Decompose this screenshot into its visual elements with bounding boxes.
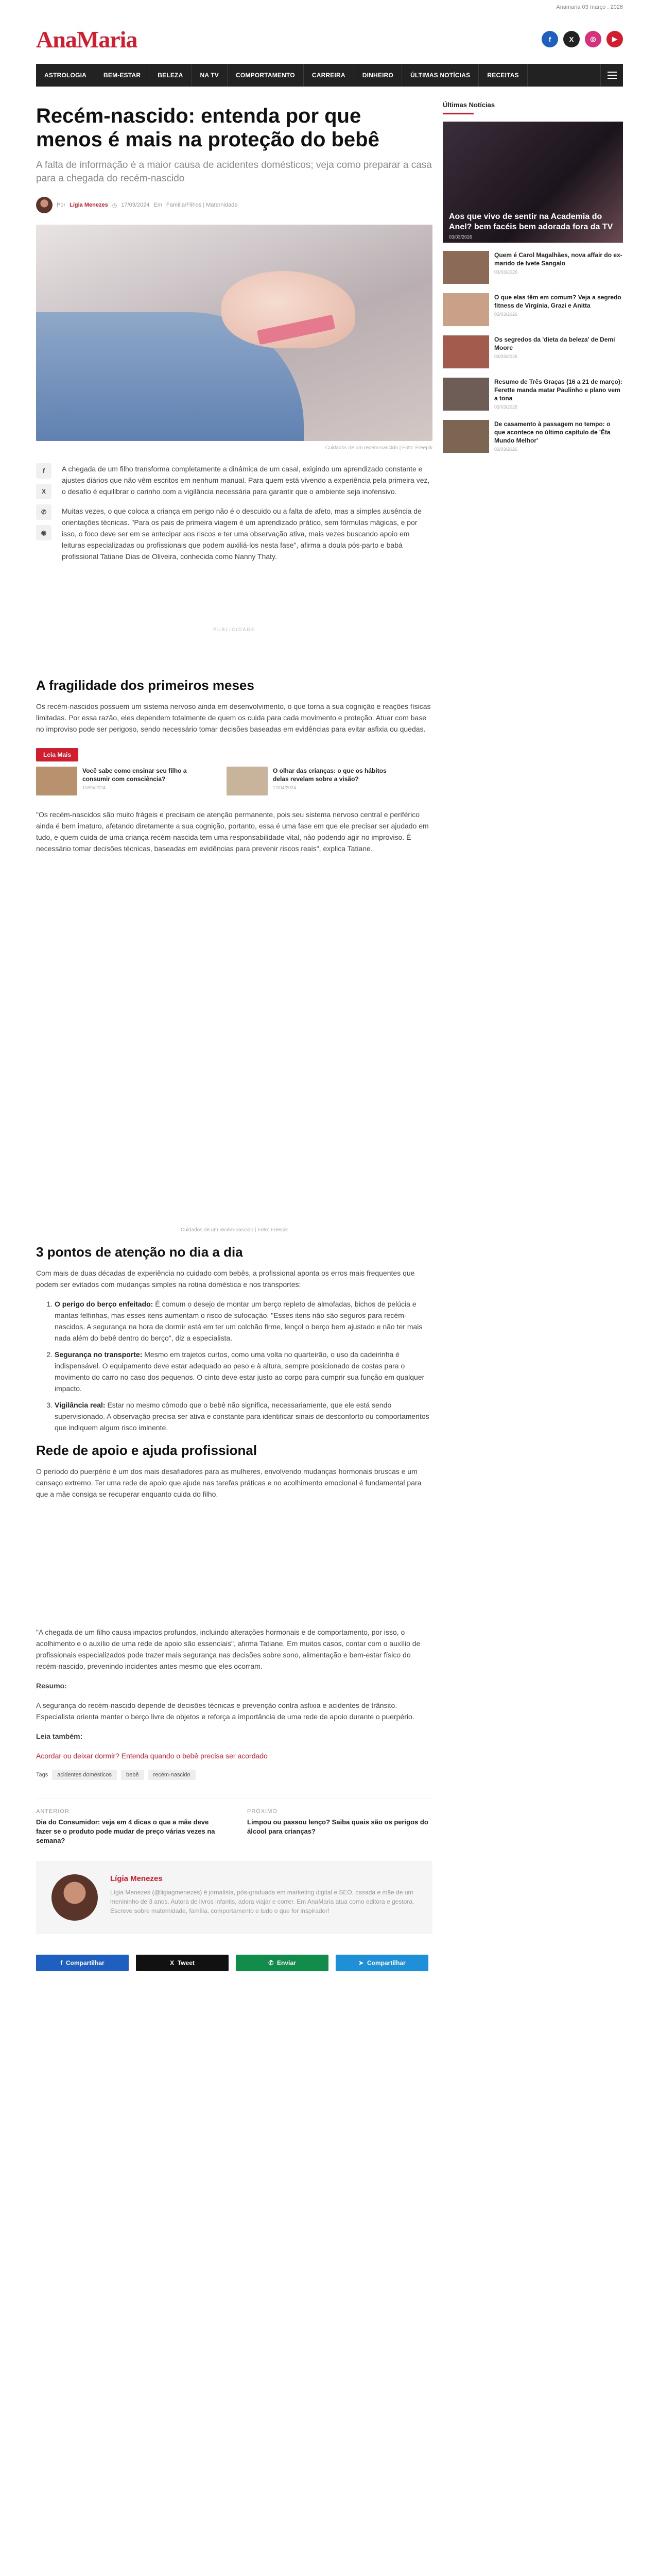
read-more-badge: Leia Mais bbox=[36, 748, 78, 761]
x-icon: X bbox=[170, 1959, 178, 1967]
nav-ultimas-noticias[interactable]: ÚLTIMAS NOTÍCIAS bbox=[402, 64, 479, 87]
top-date: Anamaria 03 março , 2026 bbox=[556, 4, 623, 10]
related-thumbnail bbox=[227, 767, 268, 795]
sidebar-story[interactable]: Quem é Carol Magalhães, nova affair do ex-marido de Ivete Sangalo 03/03/2026 bbox=[443, 251, 623, 284]
author-box-bio: Lígia Menezes (@ligiagmenezes) é jornalista, pós-graduada em marketing digital e SEO, casada e mãe de um menininho de 3 anos. Autora de livros infantis, adora viajar e correr. Em AnaMaria atua como editora e gestora. Escreve sobre maternidade, família, comportamento e tudo o que for inspirador! bbox=[110, 1889, 414, 1914]
story-thumbnail bbox=[443, 293, 489, 326]
share-facebook-button[interactable]: f Compartilhar bbox=[36, 1955, 129, 1971]
summary-label: Resumo: bbox=[36, 1682, 67, 1690]
nav-carreira[interactable]: CARREIRA bbox=[304, 64, 354, 87]
whatsapp-icon: ✆ bbox=[268, 1959, 278, 1967]
nav-astrologia[interactable]: ASTROLOGIA bbox=[36, 64, 95, 87]
author-box-name[interactable]: Lígia Menezes bbox=[110, 1874, 163, 1883]
related-article[interactable]: Você sabe como ensinar seu filho a consumir com consciência? 10/05/2024 bbox=[36, 767, 211, 795]
nav-receitas[interactable]: RECEITAS bbox=[479, 64, 527, 87]
tags-row bbox=[36, 1770, 432, 1780]
hamburger-menu-icon[interactable] bbox=[600, 64, 623, 87]
story-thumbnail bbox=[443, 335, 489, 368]
nav-na-tv[interactable]: NA TV bbox=[192, 64, 228, 87]
paragraph: A chegada de um filho transforma completamente a dinâmica de um casal, exigindo um aprendizado constante e ajustes diários que não vêm escritos em nenhum manual. Para quem está vivendo a experiência pela primeira vez, o desafio é equilibrar o carinho com a vigilância necessária para garantir que o ambiente seja inofensivo. bbox=[62, 465, 430, 496]
sidebar-title: Últimas Notícias bbox=[443, 101, 495, 109]
list-item: 2. Segurança no transporte: Mesmo em trajetos curtos, como uma volta no quarteirão, o uso da cadeirinha é indispensável. O equipamento deve estar adequado ao peso e à altura, sempre posicionado de costas para o movimento do carro no caso dos pequenos. O cinto deve estar justo ao corpo para cumprir sua função em qualquer impacto. bbox=[55, 1349, 432, 1394]
topbar bbox=[0, 0, 659, 14]
category-prefix: Em bbox=[153, 202, 162, 208]
ad-slot bbox=[36, 862, 432, 1223]
share-x-button[interactable]: X Tweet bbox=[136, 1955, 229, 1971]
nav-comportamento[interactable]: COMPORTAMENTO bbox=[228, 64, 304, 87]
whatsapp-icon[interactable]: ✆ bbox=[36, 504, 51, 520]
main-nav bbox=[36, 64, 623, 87]
nav-beleza[interactable]: BELEZA bbox=[149, 64, 192, 87]
sidebar-story[interactable]: O que elas têm em comum? Veja a segredo fitness de Virgínia, Grazi e Anitta 03/03/2026 bbox=[443, 293, 623, 326]
hero-image bbox=[36, 225, 432, 441]
ad-slot bbox=[36, 1508, 432, 1626]
site-logo[interactable]: AnaMaria bbox=[36, 26, 137, 53]
sidebar-story[interactable]: Resumo de Três Graças (16 a 21 de março): Ferette manda matar Paulinho e plano vem a tona 03/03/2026 bbox=[443, 378, 623, 411]
facebook-icon: f bbox=[60, 1959, 66, 1967]
list-item: 3. Vigilância real: Estar no mesmo cômodo que o bebê não significa, necessariamente, que ele está sendo supervisionado. A observação precisa ser ativa e constante para identificar sinais de desconforto ou comportamentos que indiquem algum risco iminente. bbox=[55, 1399, 432, 1433]
author-link[interactable]: Lígia Menezes bbox=[70, 202, 108, 208]
previous-article-link[interactable]: ANTERIOR Dia do Consumidor: veja em 4 dicas o que a mãe deve fazer se o produto pode mudar de preço várias vezes na semana? bbox=[36, 1808, 215, 1844]
list-item: 1. O perigo do berço enfeitado: É comum o desejo de montar um berço repleto de almofadas, bichos de pelúcia e mantas felfinhas, mas esses itens aumentam o risco de sufocação. "Esses itens não são seguros para recém-nascidos. A segurança na hora de dormir está em ter um colchão firme, lençol o berço bem ajustado e não ter mais nada além do bebê dentro do berço", diz a especialista. bbox=[55, 1298, 432, 1344]
hero-caption: Cuidados de um recém-nascido | Foto: Freepik bbox=[325, 445, 432, 451]
author-avatar[interactable] bbox=[36, 197, 53, 213]
tag-chip[interactable]: bebê bbox=[121, 1770, 144, 1780]
related-article[interactable]: O olhar das crianças: o que os hábitos delas revelam sobre a visão? 12/04/2024 bbox=[227, 767, 402, 795]
facebook-icon[interactable]: f bbox=[542, 31, 558, 47]
ad-slot bbox=[36, 632, 432, 668]
side-share bbox=[36, 463, 62, 570]
related-articles bbox=[36, 767, 432, 795]
paragraph: Muitas vezes, o que coloca a criança em perigo não é o descuido ou a falta de afeto, mas a simples ausência de orientações técnicas. "Para os pais de primeira viagem é um aprendizado prático, sem fórmulas mágicas, e por isso, o foco deve ser em se antecipar aos riscos e ter uma observação ativa, mais vezes buscando apoio em leituras especializadas ou profissionais que podem auxiliá-los nesta fase", afirma a doula pós-parto e babá profissional Tatiane Dias de Oliveira, conhecida como Nanny Thaty. bbox=[62, 507, 422, 561]
share-whatsapp-button[interactable]: ✆ Enviar bbox=[236, 1955, 328, 1971]
next-article-link[interactable]: PRÓXIMO Limpou ou passou lenço? Saiba quais são os perigos do álcool para crianças? bbox=[247, 1808, 428, 1835]
nav-dinheiro[interactable]: DINHEIRO bbox=[354, 64, 402, 87]
article-body bbox=[36, 463, 432, 570]
instagram-icon[interactable]: ◎ bbox=[585, 31, 601, 47]
paragraph: "A chegada de um filho causa impactos profundos, incluindo alterações hormonais e de comportamento, por isso, o acolhimento e o auxílio de uma rede de apoio são essenciais", afirma Tatiane. Em muitos casos, contar com o auxílio de profissionais especializados pode trazer mais segurança nas decisões sobre sono, alimentação e bem-estar físico do recém-nascido, prevenindo incidentes antes mesmo que eles ocorram. bbox=[36, 1628, 421, 1670]
paragraph: A segurança do recém-nascido depende de decisões técnicas e prevenção contra asfixia e acidentes de trânsito. Especialista orienta manter o berço livre de objetos e reforça a importância de uma rede de apoio durante o puerpério. bbox=[36, 1701, 414, 1721]
ad-label: PUBLICIDADE bbox=[213, 627, 256, 632]
paragraph: Com mais de duas décadas de experiência no cuidado com bebês, a profissional aponta os erros mais frequentes que podem ser evitados com mudanças simples na rotina doméstica e nos transportes: bbox=[36, 1269, 415, 1289]
sidebar-featured-story[interactable]: Aos que vivo de sentir na Academia do Anel? bem facéis bem adorada fora da TV 03/03/2026 bbox=[443, 122, 623, 243]
article-title: Recém-nascido: entenda por que menos é mais na proteção do bebê bbox=[36, 105, 379, 151]
site-header bbox=[0, 14, 659, 64]
author-box bbox=[36, 1861, 432, 1934]
related-thumbnail bbox=[36, 767, 77, 795]
paragraph: Os recém-nascidos possuem um sistema nervoso ainda em desenvolvimento, o que torna a sua cognição e reações físicas limitadas. Por essa razão, eles dependem totalmente de quem os cuida para cada movimento e proteção. Atuar com base no improviso pode ser perigoso, sendo necessário tomar decisões baseadas em evidências para evitar asfixia ou quedas. bbox=[36, 702, 431, 733]
image-caption: Cuidados de um recém-nascido | Foto: Freepik bbox=[180, 1227, 288, 1233]
article-main bbox=[36, 98, 432, 1971]
facebook-icon[interactable]: f bbox=[36, 463, 51, 479]
author-prefix: Por bbox=[57, 202, 66, 208]
paragraph: "Os recém-nascidos são muito frágeis e precisam de atenção permanente, pois seu sistema nervoso central e periférico ainda é bem imaturo, afetando diretamente a sua cognição, portanto, essa é uma fase em que ele precisar ser ajudado em tudo, e quem cuida de uma criança recém-nascida tem uma responsabilidade vital, não podendo agir no improviso. É necessário tomar decisões técnicas, baseadas em evidências para prevenir riscos reais", explica Tatiane. bbox=[36, 810, 429, 853]
clock-icon: ◷ bbox=[112, 202, 117, 209]
tags-label: Tags bbox=[36, 1772, 48, 1778]
prev-next bbox=[36, 1799, 432, 1845]
sidebar bbox=[443, 98, 623, 462]
story-thumbnail bbox=[443, 378, 489, 411]
paragraph: O período do puerpério é um dos mais desafiadores para as mulheres, envolvendo mudanças hormonais bruscas e um cansaço extremo. Ter uma rede de apoio que ajude nas tarefas práticas e no acolhimento emocional é fundamental para que a mãe consiga se recuperar enquanto cuida do filho. bbox=[36, 1467, 422, 1498]
section-heading: Rede de apoio e ajuda profissional bbox=[36, 1443, 257, 1458]
telegram-icon: ➤ bbox=[358, 1959, 368, 1967]
tag-chip[interactable]: acidentes domésticos bbox=[52, 1770, 117, 1780]
section-heading: 3 pontos de atenção no dia a dia bbox=[36, 1244, 243, 1260]
also-read-label: Leia também: bbox=[36, 1732, 83, 1740]
x-icon[interactable]: X bbox=[36, 484, 51, 499]
sidebar-story[interactable]: Os segredos da 'dieta da beleza' de Demi Moore 03/03/2026 bbox=[443, 335, 623, 368]
share-bar bbox=[36, 1955, 432, 1971]
sidebar-story[interactable]: De casamento à passagem no tempo: o que acontece no último capítulo de 'Êta Mundo Melhor' 03/03/2026 bbox=[443, 420, 623, 453]
social-links bbox=[542, 31, 623, 47]
section-heading: A fragilidade dos primeiros meses bbox=[36, 677, 254, 693]
author-box-avatar bbox=[51, 1874, 98, 1921]
article-date: 17/03/2024 bbox=[121, 202, 150, 208]
article-meta bbox=[36, 197, 432, 213]
x-icon[interactable]: X bbox=[563, 31, 580, 47]
story-thumbnail bbox=[443, 251, 489, 284]
tips-list bbox=[55, 1298, 432, 1433]
story-thumbnail bbox=[443, 420, 489, 453]
article-category[interactable]: Família/Filhos | Maternidade bbox=[166, 202, 238, 208]
article-subtitle: A falta de informação é a maior causa de acidentes domésticos; veja como preparar a casa para a chegada do recém-nascido bbox=[36, 160, 432, 184]
tag-chip[interactable]: recém-nascido bbox=[148, 1770, 196, 1780]
youtube-icon[interactable]: ▶ bbox=[606, 31, 623, 47]
share-telegram-button[interactable]: ➤ Compartilhar bbox=[336, 1955, 428, 1971]
also-read-link[interactable]: Acordar ou deixar dormir? Entenda quando o bebê precisa ser acordado bbox=[36, 1752, 268, 1760]
nav-bem-estar[interactable]: BEM-ESTAR bbox=[95, 64, 149, 87]
messenger-icon[interactable]: ◉ bbox=[36, 525, 51, 540]
